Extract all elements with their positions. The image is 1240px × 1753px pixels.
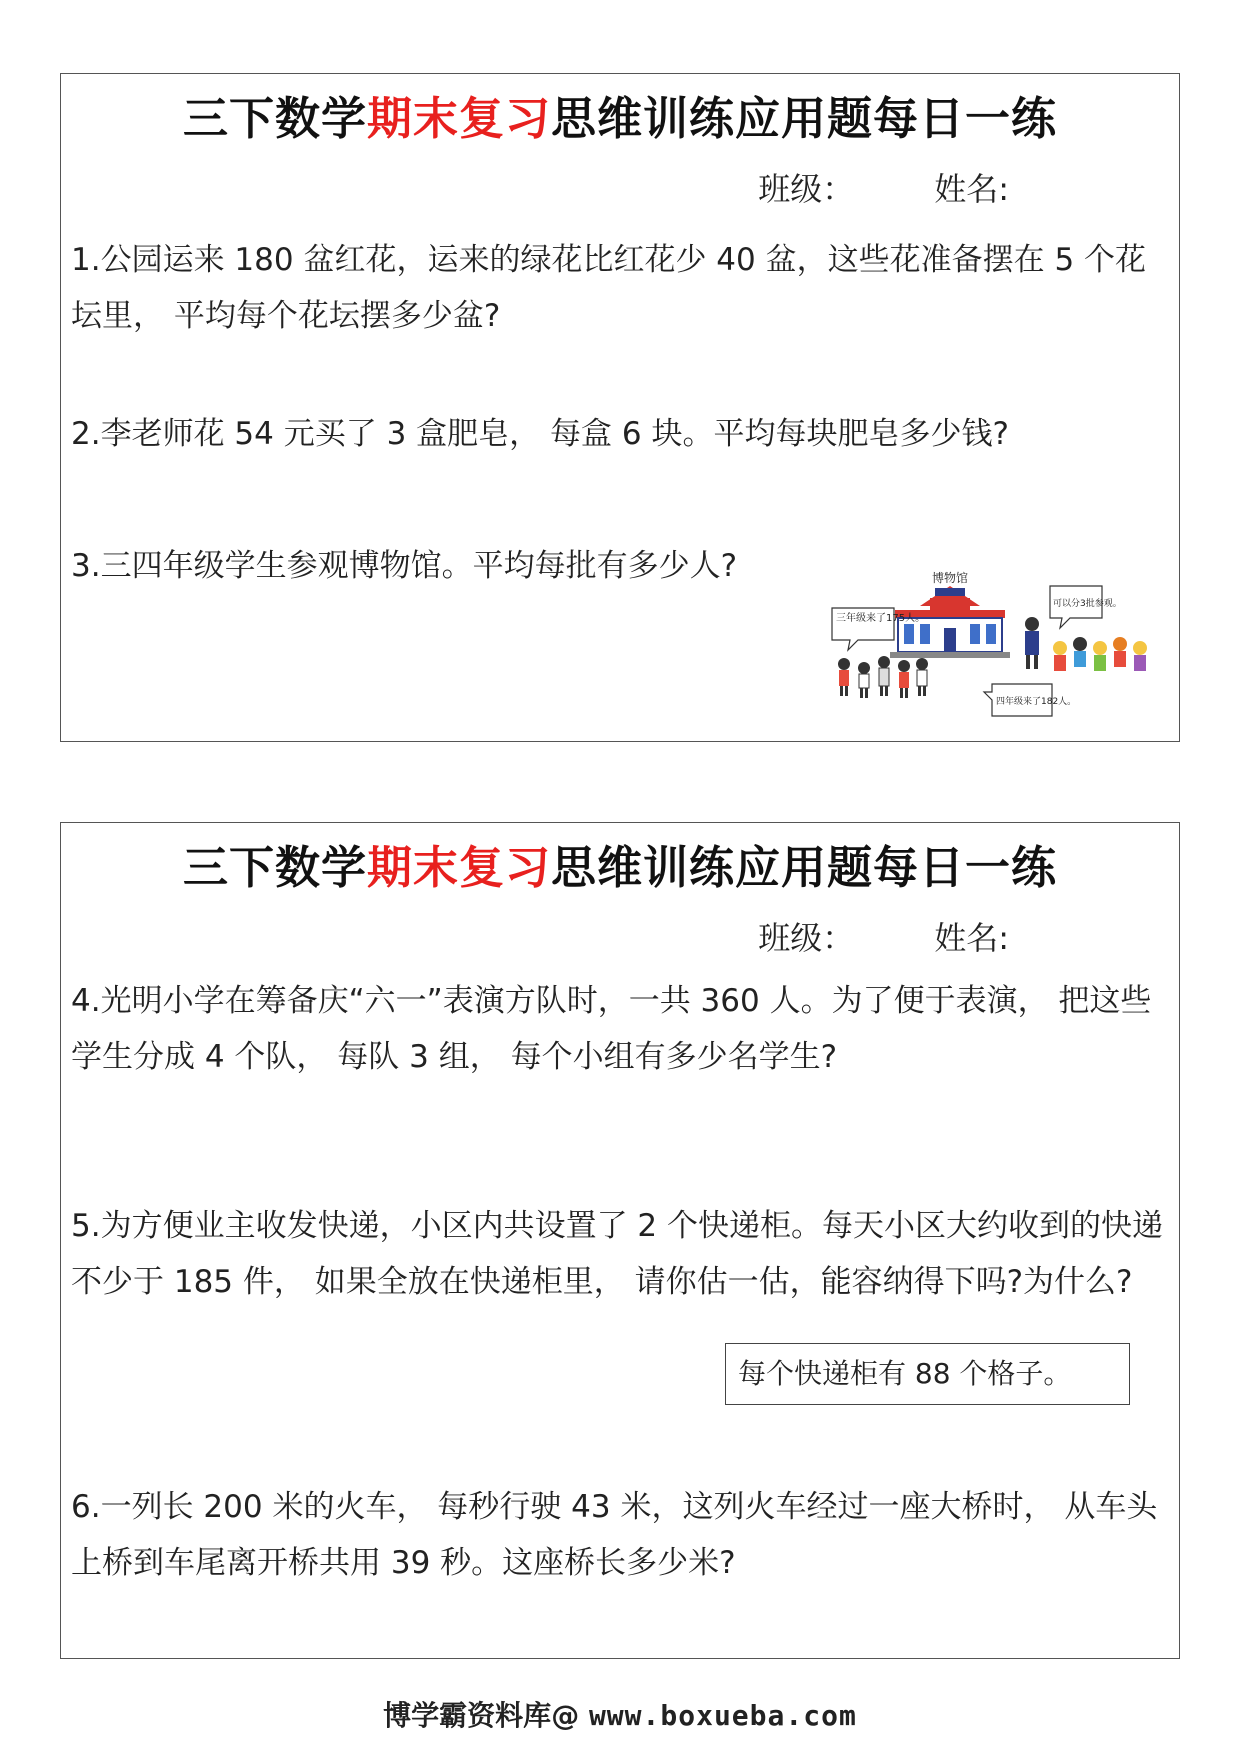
building-label: 博物馆 (931, 571, 969, 585)
svg-text:四年级来了182人。 (996, 695, 1076, 707)
worksheet-2 (60, 822, 1180, 1659)
students-right-group-icon (1053, 637, 1147, 671)
museum-illustration (770, 488, 1160, 723)
title-highlight: 期末复习 (366, 841, 551, 894)
svg-text:三年级来了175人。 (836, 611, 925, 624)
question-6: 6.一列长 200 米的火车， 每秒行驶 43 米，这列火车经过一座大桥时， 从车头上桥到车尾离开桥共用 39 秒。这座桥长多少米? (71, 1489, 1158, 1581)
teacher-icon (1025, 617, 1039, 669)
class-name-line (758, 913, 1009, 959)
question-2: 2.李老师花 54 元买了 3 盒肥皂， 每盒 6 块。平均每块肥皂多少钱? (71, 416, 1009, 452)
bubble-bottom-text: 四年级来了182人。 (996, 697, 1077, 707)
footer-at: @ (551, 1699, 580, 1732)
svg-text:可以分3批参观。 (1053, 597, 1122, 609)
worksheet-title (61, 82, 1179, 147)
students-left-group-icon (838, 656, 928, 698)
worksheet-title (61, 831, 1179, 896)
hint-box: 每个快递柜有 88 个格子。 (725, 1343, 1130, 1405)
speech-bubble-grade4 (984, 684, 1076, 716)
name-label: 姓名: (934, 170, 1009, 208)
class-name-line (758, 164, 1009, 210)
title-suffix: 思维训练应用题每日一练 (551, 92, 1058, 145)
footer-url[interactable]: www.boxueba.com (588, 1699, 857, 1732)
title-prefix: 三下数学 (182, 92, 367, 145)
class-label: 班级： (758, 170, 855, 208)
question-4: 4.光明小学在筹备庆“六一”表演方队时，一共 360 人。为了便于表演， 把这些学生分成 4 个队， 每队 3 组， 每个小组有多少名学生? (71, 983, 1152, 1075)
bubble-left-text: 三年级来了175人。 (836, 613, 926, 624)
title-prefix: 三下数学 (182, 841, 367, 894)
question-5: 5.为方便业主收发快递，小区内共设置了 2 个快递柜。每天小区大约收到的快递不少于 185 件， 如果全放在快递柜里， 请你估一估，能容纳得下吗?为什么? (71, 1208, 1164, 1300)
question-1: 1.公园运来 180 盆红花，运来的绿花比红花少 40 盆，这些花准备摆在 5 个花坛里， 平均每个花坛摆多少盆? (71, 242, 1147, 334)
speech-bubble-batches (1050, 586, 1122, 628)
footer-watermark (0, 1694, 1240, 1734)
bubble-right-text: 可以分3批参观。 (1053, 599, 1122, 609)
footer-brand: 博学霸资料库 (383, 1699, 552, 1732)
title-highlight: 期末复习 (366, 92, 551, 145)
class-label: 班级： (758, 919, 855, 957)
name-label: 姓名: (934, 919, 1009, 957)
question-3: 3.三四年级学生参观博物馆。平均每批有多少人? (71, 548, 738, 584)
title-suffix: 思维训练应用题每日一练 (551, 841, 1058, 894)
